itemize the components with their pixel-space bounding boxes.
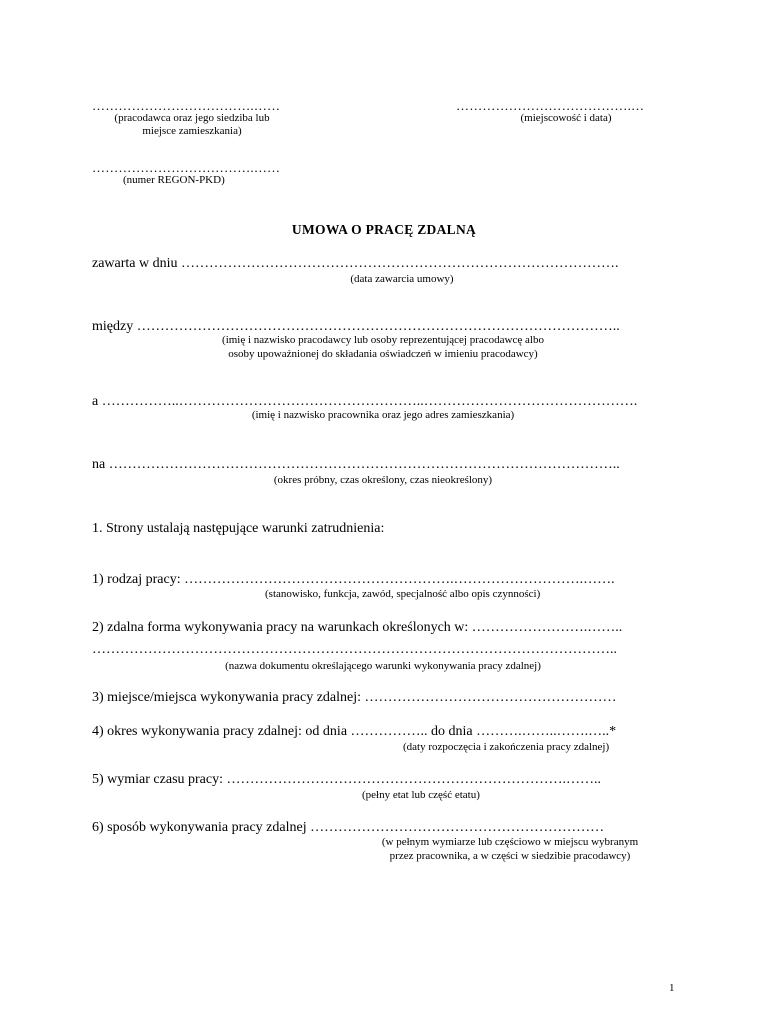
concluded-on-caption: (data zawarcia umowy) (350, 273, 454, 285)
page-number: 1 (669, 982, 675, 994)
regon-caption: (numer REGON-PKD) (123, 174, 225, 186)
remote-place-line: 3) miejsce/miejsca wykonywania pracy zdalnej: ……………………………………………… (92, 690, 617, 705)
work-method-line: 6) sposób wykonywania pracy zdalnej ……………………………………………………… (92, 820, 605, 835)
employer-dots-line: ……………………………….…… (92, 98, 281, 113)
place-date-caption: (miejscowość i data) (520, 112, 612, 124)
work-type-caption: (stanowisko, funkcja, zawód, specjalność albo opis czynności) (265, 588, 541, 600)
between-caption-2: osoby upoważnionej do składania oświadczeń w imieniu pracodawcy) (228, 348, 538, 360)
employee-line: a ……………..……………………………………………..………………………………………. (92, 394, 638, 409)
remote-form-caption: (nazwa dokumentu określającego warunki wykonywania pracy zdalnej) (225, 660, 541, 672)
contract-period-line: na ……………………………………………………………………………………………….. (92, 457, 620, 472)
working-time-caption: (pełny etat lub część etatu) (362, 789, 480, 801)
section-1-heading: 1. Strony ustalają następujące warunki zatrudnienia: (92, 521, 385, 536)
place-date-dots-line: ………………………………….… (456, 98, 645, 113)
work-method-caption-1: (w pełnym wymiarze lub częściowo w miejscu wybranym (381, 836, 639, 848)
remote-period-caption: (daty rozpoczęcia i zakończenia pracy zdalnej) (403, 741, 610, 753)
document-title: UMOWA O PRACĘ ZDALNĄ (291, 222, 477, 237)
concluded-on-line: zawarta w dniu …………………………………………………………………………………. (92, 256, 619, 271)
between-caption-1: (imię i nazwisko pracodawcy lub osoby reprezentującej pracodawcę albo (222, 334, 544, 346)
employer-caption-1: (pracodawca oraz jego siedziba lub (114, 112, 270, 124)
contract-period-caption: (okres próbny, czas określony, czas nieokreślony) (273, 474, 493, 486)
work-method-caption-2: przez pracownika, a w części w siedzibie pracodawcy) (389, 850, 631, 862)
working-time-line: 5) wymiar czasu pracy: ……………………………………………………………….…….. (92, 772, 601, 787)
remote-form-dots-line: ………………………………………………………………………………………………….. (92, 642, 617, 657)
regon-dots-line: ……………………………….…… (92, 160, 281, 175)
work-type-line: 1) rodzaj pracy: ………………………………………………….……………………….……. (92, 572, 615, 587)
between-line: między ………………………………………………………………………………………….. (92, 319, 620, 334)
employee-caption: (imię i nazwisko pracownika oraz jego adres zamieszkania) (251, 409, 515, 421)
remote-form-line: 2) zdalna forma wykonywania pracy na warunkach określonych w: …………………….…….. (92, 620, 623, 635)
remote-period-line: 4) okres wykonywania pracy zdalnej: od dnia …………….. do dnia ……….……..…….…..* (92, 724, 617, 739)
employer-caption-2: miejsce zamieszkania) (142, 125, 242, 137)
